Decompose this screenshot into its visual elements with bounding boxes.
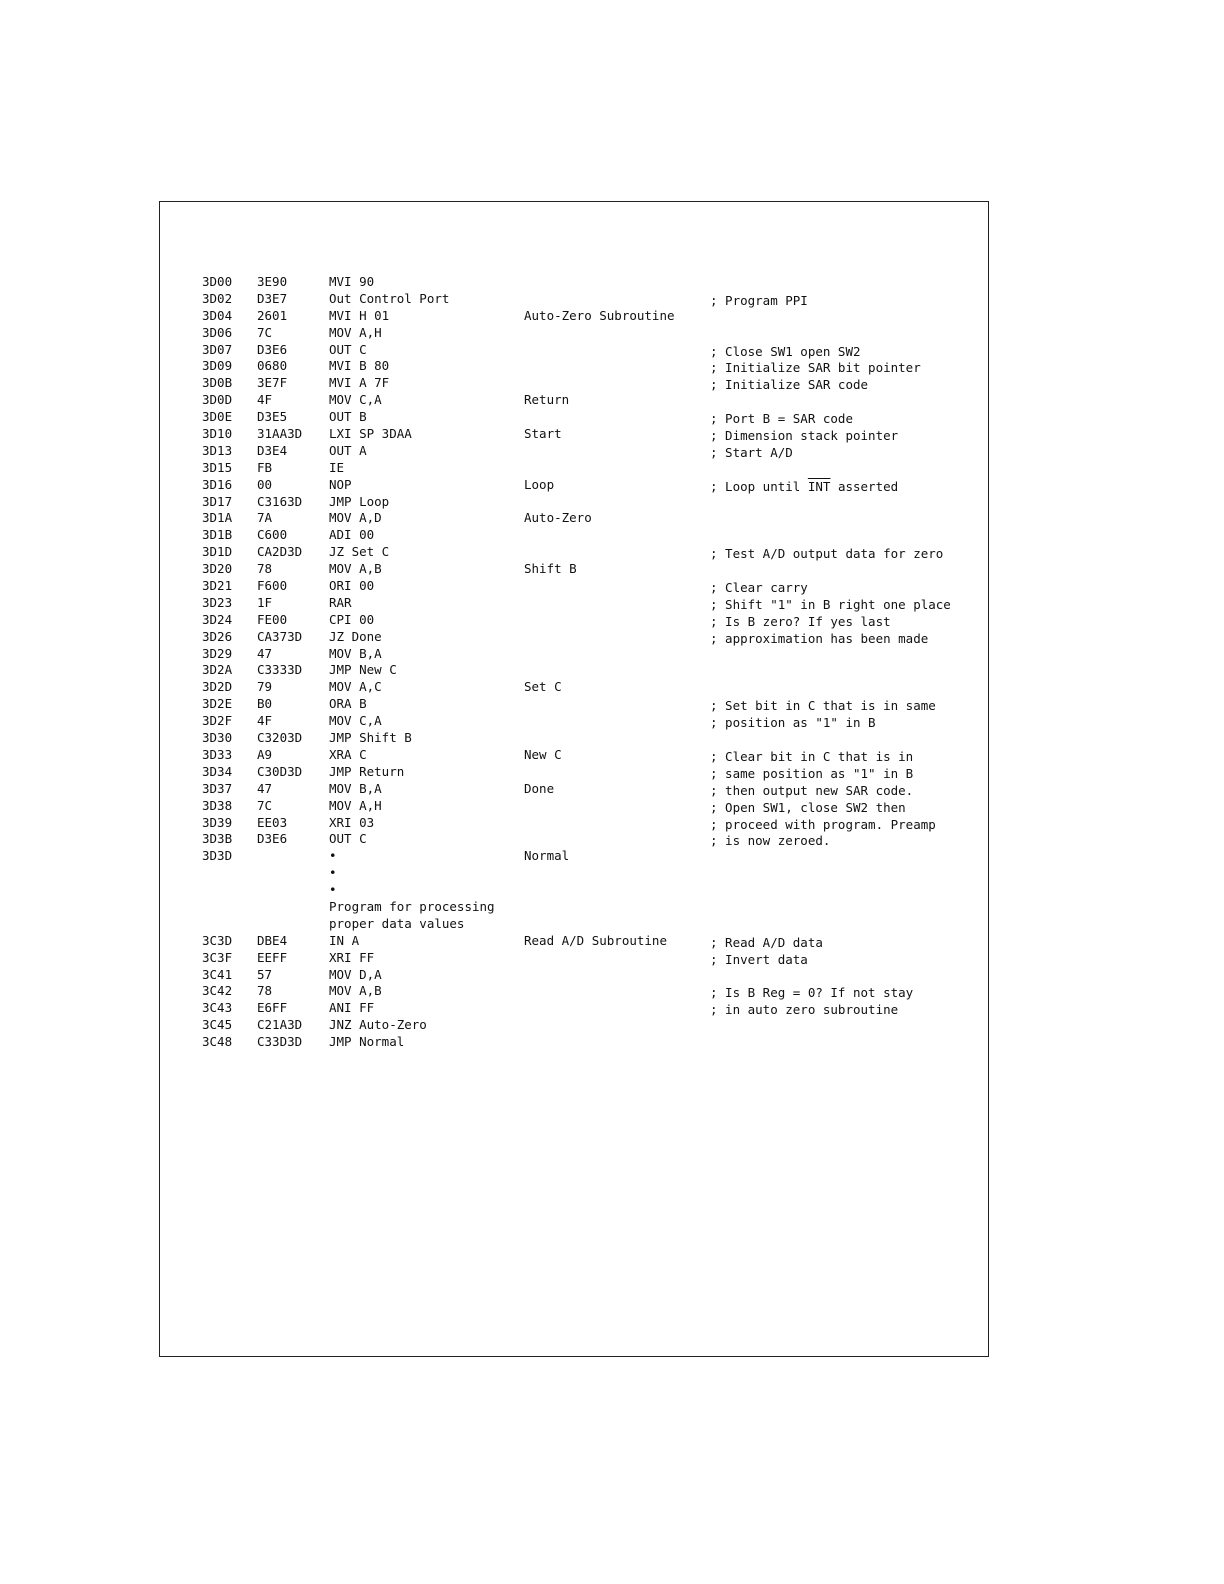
address-cell: 3D09 bbox=[202, 358, 233, 374]
label-cell: Read A/D Subroutine bbox=[524, 932, 667, 948]
listing-row bbox=[202, 713, 982, 730]
instruction-cell: JNZ Auto-Zero bbox=[329, 1017, 427, 1033]
address-cell: 3D21 bbox=[202, 578, 233, 594]
opcode-cell: FB bbox=[257, 459, 273, 475]
comment-text: ; proceed with program. Preamp bbox=[710, 816, 936, 832]
address-cell: 3D1D bbox=[202, 544, 233, 560]
opcode-cell: FE00 bbox=[257, 611, 288, 627]
address-cell: 3D30 bbox=[202, 730, 233, 746]
label-cell: Shift B bbox=[524, 561, 577, 577]
instruction-cell: proper data values bbox=[329, 915, 465, 931]
opcode-cell: 7C bbox=[257, 797, 273, 813]
opcode-cell: EE03 bbox=[257, 814, 288, 830]
address-cell: 3D2E bbox=[202, 696, 233, 712]
comment-tail-text: asserted bbox=[830, 478, 899, 494]
opcode-cell: E6FF bbox=[257, 1000, 288, 1016]
comment-text: ; Dimension stack pointer bbox=[710, 428, 899, 444]
listing-row bbox=[202, 679, 982, 696]
comment-text: ; Initialize SAR code bbox=[710, 377, 869, 393]
opcode-cell: C3163D bbox=[257, 493, 303, 509]
listing-row bbox=[202, 983, 982, 1000]
label-cell: Start bbox=[524, 426, 562, 442]
opcode-cell: B0 bbox=[257, 696, 273, 712]
listing-row bbox=[202, 510, 982, 527]
listing-row bbox=[202, 1017, 982, 1034]
comment-text: ; Open SW1, close SW2 then bbox=[710, 799, 906, 815]
instruction-cell: MVI B 80 bbox=[329, 358, 390, 374]
listing-row bbox=[202, 933, 982, 950]
address-cell: 3C3F bbox=[202, 949, 233, 965]
instruction-cell: ANI FF bbox=[329, 1000, 375, 1016]
address-cell: 3C43 bbox=[202, 1000, 233, 1016]
listing-row bbox=[202, 696, 982, 713]
opcode-cell: A9 bbox=[257, 746, 273, 762]
opcode-cell: CA373D bbox=[257, 628, 303, 644]
instruction-cell: MOV B,A bbox=[329, 645, 382, 661]
opcode-cell: 7C bbox=[257, 324, 273, 340]
instruction-cell: ORI 00 bbox=[329, 578, 375, 594]
instruction-cell: JMP Normal bbox=[329, 1034, 405, 1050]
instruction-cell: MOV A,H bbox=[329, 797, 382, 813]
comment-text: ; Set bit in C that is in same bbox=[710, 698, 936, 714]
instruction-cell: • bbox=[329, 882, 337, 898]
address-cell: 3D34 bbox=[202, 763, 233, 779]
instruction-cell: JMP Return bbox=[329, 763, 405, 779]
opcode-cell: D3E4 bbox=[257, 442, 288, 458]
address-cell: 3D2A bbox=[202, 662, 233, 678]
opcode-cell: 47 bbox=[257, 780, 273, 796]
instruction-cell: MOV C,A bbox=[329, 392, 382, 408]
opcode-cell: C33D3D bbox=[257, 1034, 303, 1050]
opcode-cell: 00 bbox=[257, 476, 273, 492]
comment-text: ; Program PPI bbox=[710, 292, 808, 308]
comment-text: ; then output new SAR code. bbox=[710, 782, 914, 798]
address-cell: 3C3D bbox=[202, 932, 233, 948]
address-cell: 3D23 bbox=[202, 594, 233, 610]
label-cell: Normal bbox=[524, 848, 570, 864]
instruction-cell: MVI H 01 bbox=[329, 307, 390, 323]
listing-row bbox=[202, 764, 982, 781]
listing-row bbox=[202, 342, 982, 359]
comment-text: ; Clear carry bbox=[710, 580, 808, 596]
instruction-cell: JMP Loop bbox=[329, 493, 390, 509]
instruction-cell: RAR bbox=[329, 594, 352, 610]
opcode-cell: 57 bbox=[257, 966, 273, 982]
listing-row bbox=[202, 1000, 982, 1017]
address-cell: 3C42 bbox=[202, 983, 233, 999]
listing-row bbox=[202, 325, 982, 342]
opcode-cell: 31AA3D bbox=[257, 426, 303, 442]
instruction-cell: IN A bbox=[329, 932, 360, 948]
opcode-cell: 3E7F bbox=[257, 375, 288, 391]
opcode-cell: C3203D bbox=[257, 730, 303, 746]
instruction-cell: MOV A,B bbox=[329, 561, 382, 577]
address-cell: 3C41 bbox=[202, 966, 233, 982]
instruction-cell: ADI 00 bbox=[329, 527, 375, 543]
instruction-cell: MOV A,D bbox=[329, 510, 382, 526]
listing-row bbox=[202, 443, 982, 460]
address-cell: 3D1A bbox=[202, 510, 233, 526]
listing-row bbox=[202, 527, 982, 544]
opcode-cell: 78 bbox=[257, 983, 273, 999]
comment-text: ; Close SW1 open SW2 bbox=[710, 343, 861, 359]
instruction-cell: JMP Shift B bbox=[329, 730, 412, 746]
label-cell: Loop bbox=[524, 476, 555, 492]
label-cell: Done bbox=[524, 780, 555, 796]
address-cell: 3D2D bbox=[202, 679, 233, 695]
address-cell: 3D0B bbox=[202, 375, 233, 391]
listing-row bbox=[202, 460, 982, 477]
instruction-cell: OUT C bbox=[329, 831, 367, 847]
instruction-cell: Out Control Port bbox=[329, 290, 450, 306]
address-cell: 3D15 bbox=[202, 459, 233, 475]
address-cell: 3D38 bbox=[202, 797, 233, 813]
listing-row bbox=[202, 781, 982, 798]
instruction-cell: MVI 90 bbox=[329, 274, 375, 289]
comment-text: ; same position as "1" in B bbox=[710, 765, 914, 781]
opcode-cell: D3E6 bbox=[257, 831, 288, 847]
listing-row bbox=[202, 544, 982, 561]
comment-text: ; Loop until bbox=[710, 478, 808, 494]
comment-text: ; Is B zero? If yes last bbox=[710, 613, 891, 629]
instruction-cell: MOV B,A bbox=[329, 780, 382, 796]
comment-text: ; Start A/D bbox=[710, 444, 793, 460]
address-cell: 3D07 bbox=[202, 341, 233, 357]
comment-overline-text: $\overline{INT}$ bbox=[807, 478, 831, 494]
listing-row bbox=[202, 916, 982, 933]
listing-row bbox=[202, 375, 982, 392]
address-cell: 3D37 bbox=[202, 780, 233, 796]
instruction-cell: IE bbox=[329, 459, 345, 475]
instruction-cell: Program for processing bbox=[329, 898, 495, 914]
instruction-cell: JZ Done bbox=[329, 628, 382, 644]
opcode-cell: C600 bbox=[257, 527, 288, 543]
opcode-cell: 79 bbox=[257, 679, 273, 695]
listing-row bbox=[202, 629, 982, 646]
address-cell: 3D24 bbox=[202, 611, 233, 627]
instruction-cell: • bbox=[329, 848, 337, 864]
listing-row bbox=[202, 612, 982, 629]
address-cell: 3D04 bbox=[202, 307, 233, 323]
comment-text: ; in auto zero subroutine bbox=[710, 1002, 899, 1018]
comment-text: ; Clear bit in C that is in bbox=[710, 748, 914, 764]
listing-row bbox=[202, 291, 982, 308]
listing-row bbox=[202, 730, 982, 747]
address-cell: 3D26 bbox=[202, 628, 233, 644]
opcode-cell: 47 bbox=[257, 645, 273, 661]
listing-row bbox=[202, 308, 982, 325]
address-cell: 3D1B bbox=[202, 527, 233, 543]
listing-row bbox=[202, 815, 982, 832]
address-cell: 3D02 bbox=[202, 290, 233, 306]
opcode-cell: DBE4 bbox=[257, 932, 288, 948]
listing-row bbox=[202, 798, 982, 815]
address-cell: 3D29 bbox=[202, 645, 233, 661]
listing-row bbox=[202, 646, 982, 663]
address-cell: 3D3B bbox=[202, 831, 233, 847]
instruction-cell: XRI 03 bbox=[329, 814, 375, 830]
address-cell: 3D3D bbox=[202, 848, 233, 864]
comment-text: ; Invert data bbox=[710, 951, 808, 967]
address-cell: 3D17 bbox=[202, 493, 233, 509]
instruction-cell: MOV A,B bbox=[329, 983, 382, 999]
address-cell: 3D2F bbox=[202, 713, 233, 729]
label-cell: Auto-Zero bbox=[524, 510, 592, 526]
instruction-cell: MOV D,A bbox=[329, 966, 382, 982]
comment-text: ; Is B Reg = 0? If not stay bbox=[710, 985, 914, 1001]
address-cell: 3C48 bbox=[202, 1034, 233, 1050]
listing-row bbox=[202, 950, 982, 967]
instruction-cell: MOV C,A bbox=[329, 713, 382, 729]
address-cell: 3D0E bbox=[202, 409, 233, 425]
listing-row bbox=[202, 409, 982, 426]
instruction-cell: MOV A,C bbox=[329, 679, 382, 695]
listing-row bbox=[202, 882, 982, 899]
label-cell: Return bbox=[524, 392, 570, 408]
comment-text: ; approximation has been made bbox=[710, 630, 929, 646]
listing-row bbox=[202, 494, 982, 511]
opcode-cell: 78 bbox=[257, 561, 273, 577]
opcode-cell: 7A bbox=[257, 510, 273, 526]
listing-row bbox=[202, 426, 982, 443]
opcode-cell: C3333D bbox=[257, 662, 303, 678]
instruction-cell: XRA C bbox=[329, 746, 367, 762]
listing-row bbox=[202, 662, 982, 679]
listing-row bbox=[202, 274, 982, 291]
listing-row bbox=[202, 747, 982, 764]
comment-text: ; Test A/D output data for zero bbox=[710, 546, 944, 562]
listing-row bbox=[202, 358, 982, 375]
listing-frame bbox=[159, 201, 989, 1357]
label-cell: New C bbox=[524, 746, 562, 762]
listing-row bbox=[202, 595, 982, 612]
address-cell: 3C45 bbox=[202, 1017, 233, 1033]
opcode-cell: CA2D3D bbox=[257, 544, 303, 560]
listing-row bbox=[202, 561, 982, 578]
address-cell: 3D20 bbox=[202, 561, 233, 577]
address-cell: 3D06 bbox=[202, 324, 233, 340]
opcode-cell: C21A3D bbox=[257, 1017, 303, 1033]
listing-row bbox=[202, 392, 982, 409]
opcode-cell: 4F bbox=[257, 713, 273, 729]
assembly-listing bbox=[202, 274, 982, 1051]
instruction-cell: MOV A,H bbox=[329, 324, 382, 340]
instruction-cell: JMP New C bbox=[329, 662, 397, 678]
listing-row bbox=[202, 967, 982, 984]
comment-text: ; is now zeroed. bbox=[710, 833, 831, 849]
opcode-cell: D3E6 bbox=[257, 341, 288, 357]
instruction-cell: XRI FF bbox=[329, 949, 375, 965]
listing-row bbox=[202, 865, 982, 882]
instruction-cell: MVI A 7F bbox=[329, 375, 390, 391]
comment-text: ; position as "1" in B bbox=[710, 715, 876, 731]
listing-row bbox=[202, 578, 982, 595]
address-cell: 3D39 bbox=[202, 814, 233, 830]
label-cell: Auto-Zero Subroutine bbox=[524, 307, 675, 323]
instruction-cell: ORA B bbox=[329, 696, 367, 712]
address-cell: 3D13 bbox=[202, 442, 233, 458]
address-cell: 3D0D bbox=[202, 392, 233, 408]
instruction-cell: NOP bbox=[329, 476, 352, 492]
opcode-cell: F600 bbox=[257, 578, 288, 594]
address-cell: 3D16 bbox=[202, 476, 233, 492]
listing-row bbox=[202, 831, 982, 848]
opcode-cell: 2601 bbox=[257, 307, 288, 323]
instruction-cell: • bbox=[329, 865, 337, 881]
opcode-cell: EEFF bbox=[257, 949, 288, 965]
comment-text: ; Read A/D data bbox=[710, 934, 823, 950]
label-cell: Set C bbox=[524, 679, 562, 695]
opcode-cell: C30D3D bbox=[257, 763, 303, 779]
opcode-cell: 3E90 bbox=[257, 274, 288, 289]
instruction-cell: JZ Set C bbox=[329, 544, 390, 560]
address-cell: 3D33 bbox=[202, 746, 233, 762]
listing-row bbox=[202, 1034, 982, 1051]
opcode-cell: 0680 bbox=[257, 358, 288, 374]
opcode-cell: D3E7 bbox=[257, 290, 288, 306]
instruction-cell: CPI 00 bbox=[329, 611, 375, 627]
listing-row bbox=[202, 848, 982, 865]
listing-row bbox=[202, 477, 982, 494]
comment-text: ; Initialize SAR bit pointer bbox=[710, 360, 921, 376]
instruction-cell: LXI SP 3DAA bbox=[329, 426, 412, 442]
opcode-cell: D3E5 bbox=[257, 409, 288, 425]
instruction-cell: OUT C bbox=[329, 341, 367, 357]
address-cell: 3D10 bbox=[202, 426, 233, 442]
comment-text: ; Shift "1" in B right one place bbox=[710, 596, 951, 612]
address-cell: 3D00 bbox=[202, 274, 233, 289]
instruction-cell: OUT B bbox=[329, 409, 367, 425]
comment-text: ; Port B = SAR code bbox=[710, 411, 853, 427]
opcode-cell: 1F bbox=[257, 594, 273, 610]
listing-row bbox=[202, 899, 982, 916]
opcode-cell: 4F bbox=[257, 392, 273, 408]
instruction-cell: OUT A bbox=[329, 442, 367, 458]
